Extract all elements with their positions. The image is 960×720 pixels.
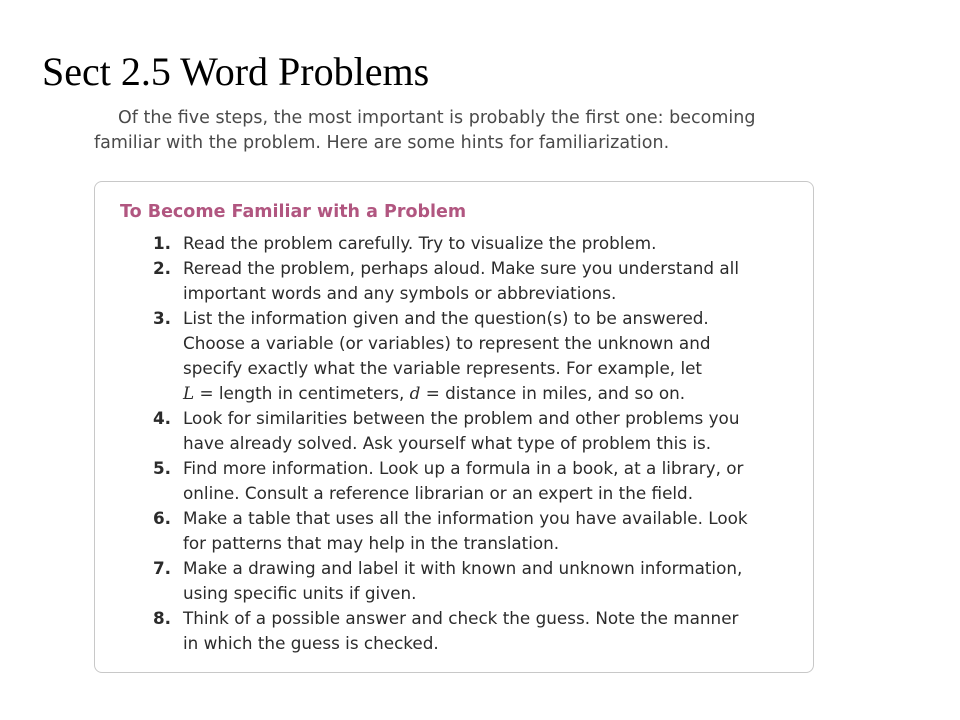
- step-text-line: Make a drawing and label it with known and unknown information,: [183, 558, 743, 578]
- variable-L: L: [183, 383, 195, 403]
- list-item: [95, 406, 811, 456]
- step-number: 1.: [153, 233, 172, 253]
- step-text-line: important words and any symbols or abbreviations.: [183, 283, 617, 303]
- step-number: 3.: [153, 308, 172, 328]
- list-item: [95, 456, 811, 506]
- list-item: [95, 506, 811, 556]
- step-number: 7.: [153, 558, 172, 578]
- example-text: = length in centimeters,: [194, 383, 410, 403]
- step-text-line: using specific units if given.: [183, 583, 417, 603]
- step-text-line: online. Consult a reference librarian or an expert in the field.: [183, 483, 694, 503]
- list-item: [95, 231, 811, 256]
- intro-paragraph: [94, 106, 834, 156]
- steps-list: [95, 231, 811, 656]
- list-item: [95, 606, 811, 656]
- step-text-line: Think of a possible answer and check the guess. Note the manner: [183, 608, 739, 628]
- step-number: 2.: [153, 258, 172, 278]
- intro-line: Of the five steps, the most important is probably the first one: becoming: [118, 108, 756, 128]
- step-text-line: List the information given and the question(s) to be answered.: [183, 308, 709, 328]
- step-text-line: Reread the problem, perhaps aloud. Make sure you understand all: [183, 258, 739, 278]
- step-text-line: Look for similarities between the problem and other problems you: [183, 408, 740, 428]
- list-item: [95, 556, 811, 606]
- step-number: 6.: [153, 508, 172, 528]
- step-number: 5.: [153, 458, 172, 478]
- variable-d: d: [409, 383, 421, 403]
- list-item: [95, 256, 811, 306]
- hints-box: [94, 181, 814, 673]
- box-heading: To Become Familiar with a Problem: [120, 202, 467, 222]
- step-text-line: Make a table that uses all the information you have available. Look: [183, 508, 748, 528]
- step-text-line: have already solved. Ask yourself what type of problem this is.: [183, 433, 712, 453]
- step-text-line: Find more information. Look up a formula in a book, at a library, or: [183, 458, 744, 478]
- step-text-line: in which the guess is checked.: [183, 633, 439, 653]
- slide-title: Sect 2.5 Word Problems: [42, 49, 430, 94]
- step-text-line: for patterns that may help in the translation.: [183, 533, 560, 553]
- step-example-line: [183, 381, 797, 406]
- step-number: 4.: [153, 408, 172, 428]
- step-text-line: Read the problem carefully. Try to visualize the problem.: [183, 233, 657, 253]
- list-item: [95, 306, 811, 406]
- intro-line: familiar with the problem. Here are some hints for familiarization.: [94, 133, 670, 153]
- step-number: 8.: [153, 608, 172, 628]
- step-text-line: Choose a variable (or variables) to represent the unknown and: [183, 333, 711, 353]
- example-text: = distance in miles, and so on.: [420, 383, 686, 403]
- step-text-line: specify exactly what the variable represents. For example, let: [183, 358, 703, 378]
